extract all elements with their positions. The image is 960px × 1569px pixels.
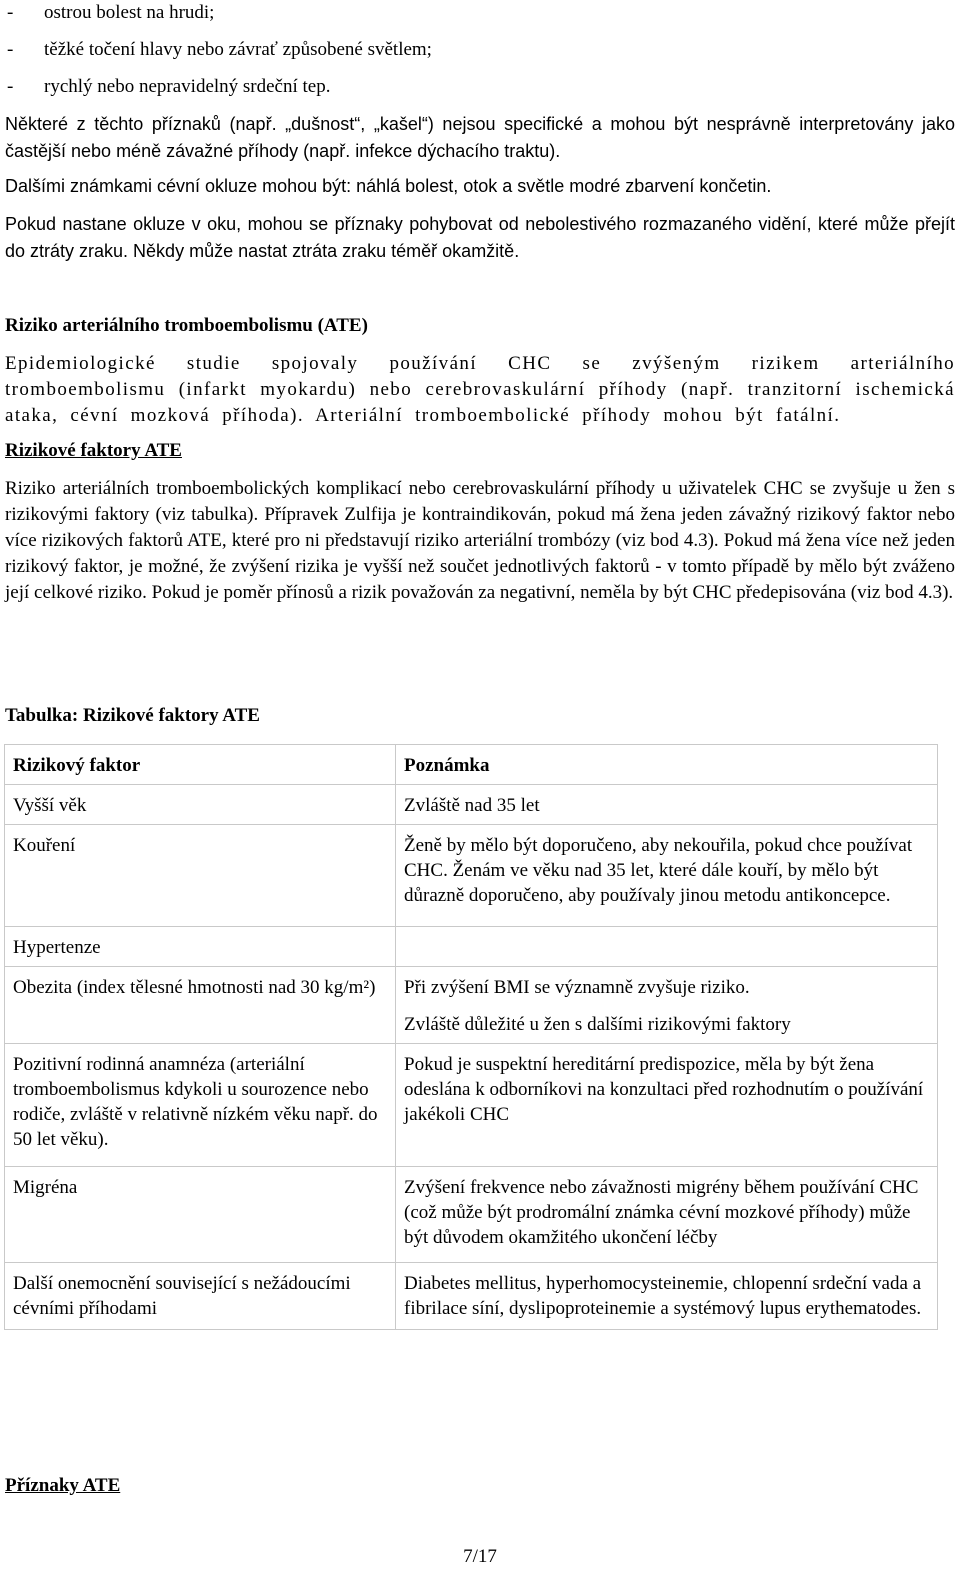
cell-factor: Hypertenze xyxy=(5,927,396,967)
paragraph-epidemiology xyxy=(5,351,955,429)
table-title: Tabulka: Rizikové faktory ATE xyxy=(5,705,260,726)
cell-factor: Kouření xyxy=(5,825,396,927)
cell-note: Zvýšení frekvence nebo závažnosti migrény během používání CHC (což může být prodromální známka cévní mozkové příhody) může být důvodem okamžitého ukončení léčby xyxy=(396,1167,938,1263)
cell-note-line: Zvláště důležité u žen s dalšími rizikovými faktory xyxy=(404,1014,791,1035)
column-header-note: Poznámka xyxy=(396,745,938,785)
section-heading-symptoms: Příznaky ATE xyxy=(5,1475,121,1496)
bullet-text: těžké točení hlavy nebo závrať způsobené světlem; xyxy=(44,39,432,60)
section-heading-risk-factors: Rizikové faktory ATE xyxy=(5,440,182,461)
cell-note: Diabetes mellitus, hyperhomocysteinemie, chlopenní srdeční vada a fibrilace síní, dyslipoproteinemie a systémový lupus erythematodes. xyxy=(396,1263,938,1330)
cell-factor: Pozitivní rodinná anamnéza (arteriální tromboembolismus kdykoli u sourozence nebo rodiče, zvláště v relativně nízkém věku např. do 50 let věku). xyxy=(5,1044,396,1167)
page-number: 7/17 xyxy=(463,1546,497,1567)
table-row xyxy=(5,825,938,927)
list-item xyxy=(5,0,955,37)
bullet-marker: - xyxy=(7,2,14,23)
cell-note: Pokud je suspektní hereditární predispozice, měla by být žena odeslána k odborníkovi na konzultaci před rozhodnutím o používání jakékoli CHC xyxy=(396,1044,938,1167)
bullet-text: ostrou bolest na hrudi; xyxy=(44,2,215,23)
paragraph-vascular-occlusion: Dalšími známkami cévní okluze mohou být: náhlá bolest, otok a světle modré zbarvení končetin. xyxy=(5,176,772,196)
cell-factor: Vyšší věk xyxy=(5,785,396,825)
cell-factor: Obezita (index tělesné hmotnosti nad 30 kg/m²) xyxy=(5,967,396,1044)
list-item xyxy=(5,37,955,74)
table-row xyxy=(5,1167,938,1263)
bullet-marker: - xyxy=(7,76,14,97)
cell-note xyxy=(396,967,938,1044)
cell-note xyxy=(396,927,938,967)
column-header-factor: Rizikový faktor xyxy=(5,745,396,785)
table-row xyxy=(5,927,938,967)
table-row xyxy=(5,1044,938,1167)
paragraph-eye-occlusion: Pokud nastane okluze v oku, mohou se příznaky pohybovat od nebolestivého rozmazaného vidění, které může přejít do ztráty zraku. Někdy může nastat ztráta zraku téměř okamžitě. xyxy=(5,214,955,261)
table-header-row xyxy=(5,745,938,785)
paragraph-epidemiology-text: Epidemiologické studie spojovaly používání CHC se zvýšeným rizikem arteriálního tromboembolismu (infarkt myokardu) nebo cerebrovaskulární příhody (např. tranzitorní ischemická ataka, cévní mozková příhoda). Arteriální tromboembolické příhody mohou být fatální. xyxy=(5,353,955,426)
cell-factor: Migréna xyxy=(5,1167,396,1263)
cell-factor: Další onemocnění související s nežádoucími cévními příhodami xyxy=(5,1263,396,1330)
bullet-marker: - xyxy=(7,39,14,60)
bullet-text: rychlý nebo nepravidelný srdeční tep. xyxy=(44,76,331,97)
table-row xyxy=(5,785,938,825)
table-row xyxy=(5,967,938,1044)
paragraph-nonspecific-symptoms: Některé z těchto příznaků (např. „dušnost“, „kašel“) nejsou specifické a mohou být nesprávně interpretovány jako častější nebo méně závažné příhody (např. infekce dýchacího traktu). xyxy=(5,114,955,161)
section-heading-ate-risk: Riziko arteriálního tromboembolismu (ATE) xyxy=(5,315,368,336)
paragraph-risk-factors: Riziko arteriálních tromboembolických komplikací nebo cerebrovaskulární příhody u uživatelek CHC se zvyšuje u žen s rizikovými faktory (viz tabulka). Přípravek Zulfija je kontraindikován, pokud má žena jeden závažný rizikový faktor nebo více rizikových faktorů ATE, které pro ni představují riziko arteriální trombózy (viz bod 4.3). Pokud má žena více než jeden rizikový faktor, je možné, že zvýšení rizika je vyšší než součet jednotlivých faktorů - v tomto případě by mělo být zváženo její celkové riziko. Pokud je poměr přínosů a rizik považován za negativní, neměla by být CHC předepisována (viz bod 4.3). xyxy=(5,478,955,603)
cell-note: Zvláště nad 35 let xyxy=(396,785,938,825)
cell-note: Ženě by mělo být doporučeno, aby nekouřila, pokud chce používat CHC. Ženám ve věku nad 35 let, které dále kouří, by mělo být důrazně doporučeno, aby používaly jinou metodu antikoncepce. xyxy=(396,825,938,927)
cell-note-line: Při zvýšení BMI se významně zvyšuje riziko. xyxy=(404,977,750,998)
bullet-list xyxy=(5,0,955,110)
list-item xyxy=(5,74,955,110)
risk-factors-table xyxy=(4,744,938,1330)
table-row xyxy=(5,1263,938,1330)
